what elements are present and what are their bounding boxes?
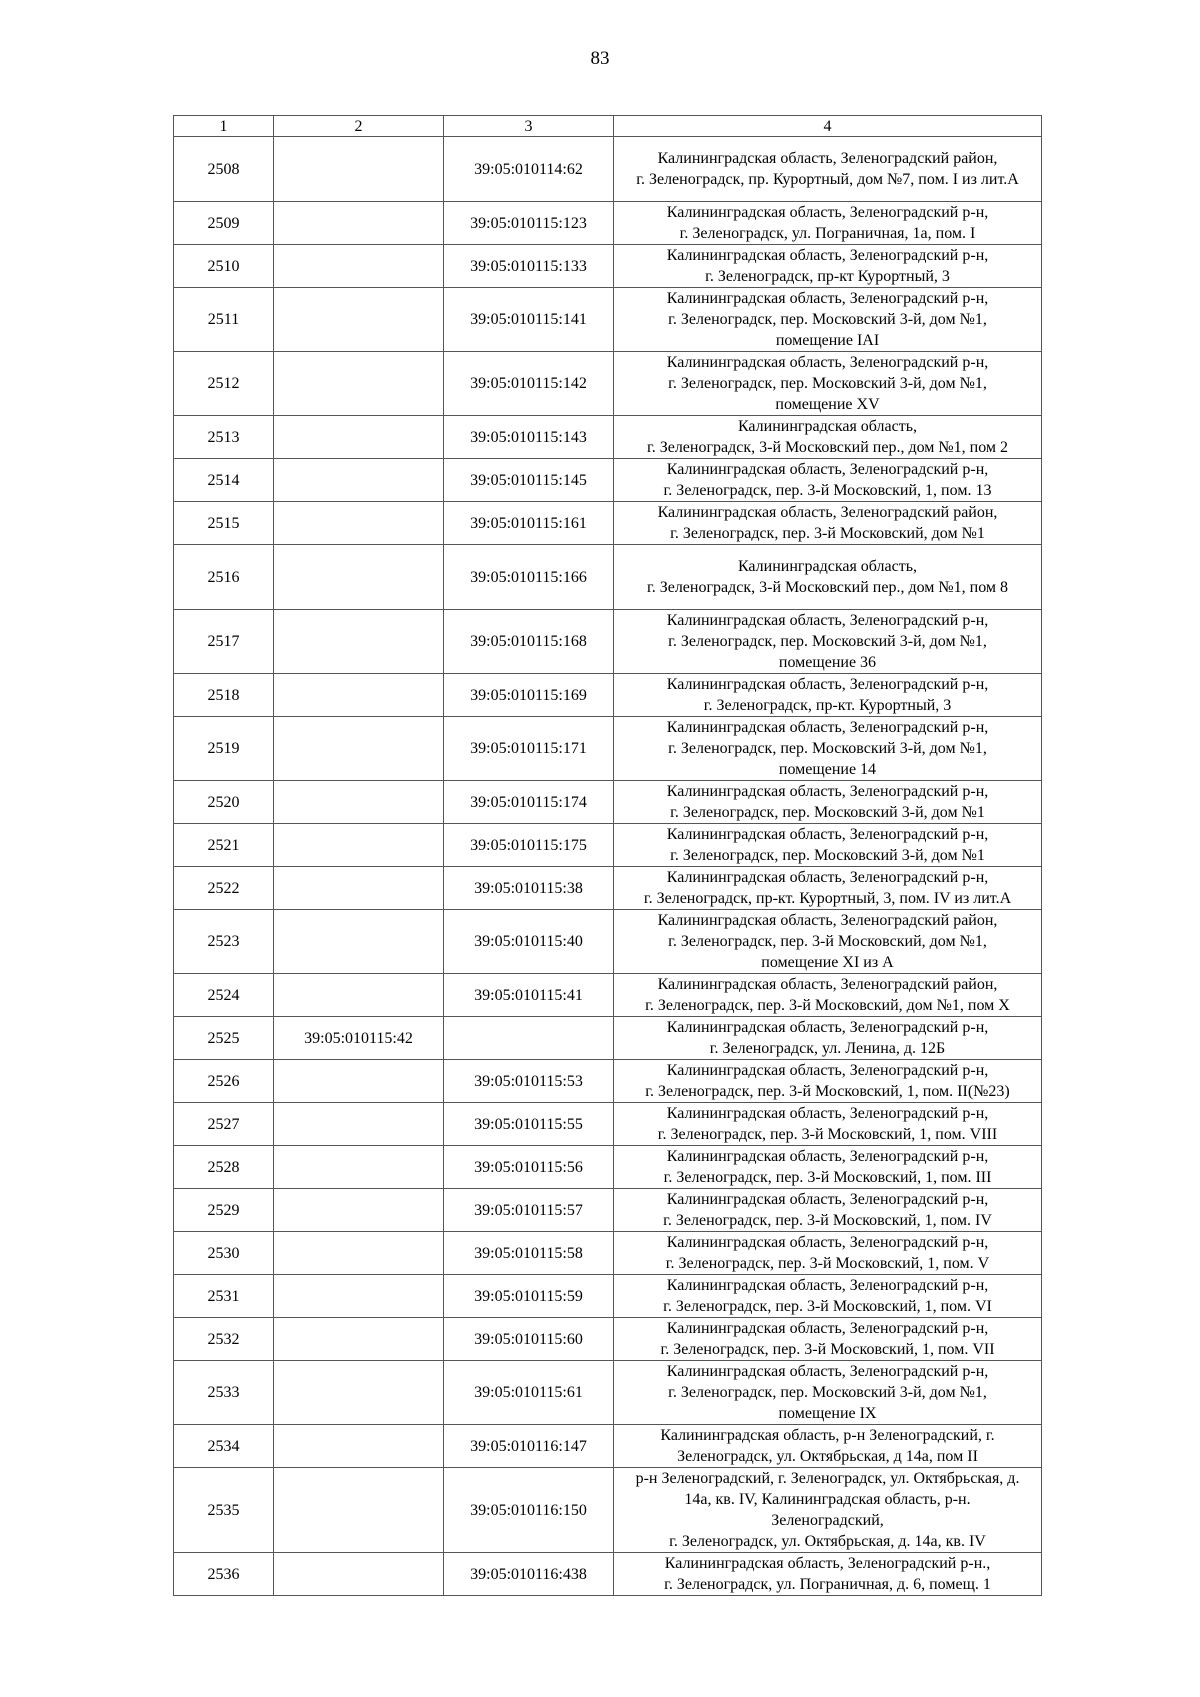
- row-number-cell: 2514: [174, 459, 274, 502]
- col2-cell: [274, 1468, 444, 1553]
- row-number-cell: 2536: [174, 1553, 274, 1596]
- table-row: [174, 781, 1042, 824]
- table-row: [174, 1017, 1042, 1060]
- table-row: [174, 288, 1042, 352]
- col2-cell: [274, 1060, 444, 1103]
- row-number-cell: 2511: [174, 288, 274, 352]
- page-number: 83: [590, 48, 610, 69]
- cadastral-number-cell: 39:05:010115:38: [444, 867, 614, 910]
- address-cell: Калининградская область, Зеленоградский р-н, г. Зеленоградск, пер. 3-й Московский, 1, пом. IV: [614, 1189, 1042, 1232]
- table-row: [174, 137, 1042, 202]
- column-header: 4: [614, 116, 1042, 137]
- row-number-cell: 2529: [174, 1189, 274, 1232]
- address-cell: Калининградская область, Зеленоградский р-н, г. Зеленоградск, пер. 3-й Московский, 1, пом. VII: [614, 1318, 1042, 1361]
- row-number-cell: 2525: [174, 1017, 274, 1060]
- row-number-cell: 2523: [174, 910, 274, 974]
- cadastral-number-cell: [444, 1017, 614, 1060]
- row-number-cell: 2519: [174, 717, 274, 781]
- address-cell: Калининградская область, Зеленоградский р-н, г. Зеленоградск, пер. 3-й Московский, 1, пом. 13: [614, 459, 1042, 502]
- row-number-cell: 2530: [174, 1232, 274, 1275]
- address-cell: Калининградская область, Зеленоградский р-н, г. Зеленоградск, ул. Пограничная, 1а, пом. I: [614, 202, 1042, 245]
- cadastral-number-cell: 39:05:010114:62: [444, 137, 614, 202]
- address-cell: Калининградская область, Зеленоградский р-н, г. Зеленоградск, ул. Ленина, д. 12Б: [614, 1017, 1042, 1060]
- cadastral-number-cell: 39:05:010116:150: [444, 1468, 614, 1553]
- col2-cell: [274, 1318, 444, 1361]
- cadastral-number-cell: 39:05:010116:438: [444, 1553, 614, 1596]
- address-cell: Калининградская область, Зеленоградский район, г. Зеленоградск, пер. 3-й Московский, дом №1, помещение XI из А: [614, 910, 1042, 974]
- table-row: [174, 1361, 1042, 1425]
- table-row: [174, 1553, 1042, 1596]
- table-row: [174, 1103, 1042, 1146]
- col2-cell: [274, 245, 444, 288]
- table-row: [174, 974, 1042, 1017]
- col2-cell: [274, 867, 444, 910]
- cadastral-number-cell: 39:05:010115:141: [444, 288, 614, 352]
- cadastral-number-cell: 39:05:010115:59: [444, 1275, 614, 1318]
- address-cell: Калининградская область, Зеленоградский р-н, г. Зеленоградск, пер. 3-й Московский, 1, пом. VIII: [614, 1103, 1042, 1146]
- cadastral-number-cell: 39:05:010115:53: [444, 1060, 614, 1103]
- address-cell: Калининградская область, Зеленоградский р-н, г. Зеленоградск, пер. Московский 3-й, дом №1, помещение 14: [614, 717, 1042, 781]
- cadastral-number-cell: 39:05:010115:143: [444, 416, 614, 459]
- cadastral-number-cell: 39:05:010115:142: [444, 352, 614, 416]
- table-row: [174, 1275, 1042, 1318]
- address-cell: Калининградская область, Зеленоградский р-н, г. Зеленоградск, пер. 3-й Московский, 1, пом. II(№23): [614, 1060, 1042, 1103]
- table-row: [174, 824, 1042, 867]
- table-row: [174, 352, 1042, 416]
- row-number-cell: 2535: [174, 1468, 274, 1553]
- row-number-cell: 2534: [174, 1425, 274, 1468]
- address-cell: Калининградская область, Зеленоградский район, г. Зеленоградск, пр. Курортный, дом №7, пом. I из лит.А: [614, 137, 1042, 202]
- table-row: [174, 1060, 1042, 1103]
- address-cell: Калининградская область, г. Зеленоградск, 3-й Московский пер., дом №1, пом 8: [614, 545, 1042, 610]
- cadastral-number-cell: 39:05:010115:169: [444, 674, 614, 717]
- col2-cell: [274, 1553, 444, 1596]
- address-cell: Калининградская область, Зеленоградский р-н, г. Зеленоградск, пер. Московский 3-й, дом №1: [614, 781, 1042, 824]
- row-number-cell: 2522: [174, 867, 274, 910]
- col2-cell: [274, 1425, 444, 1468]
- col2-cell: [274, 1275, 444, 1318]
- table-row: [174, 545, 1042, 610]
- row-number-cell: 2524: [174, 974, 274, 1017]
- cadastral-number-cell: 39:05:010115:57: [444, 1189, 614, 1232]
- address-cell: Калининградская область, Зеленоградский р-н, г. Зеленоградск, пер. 3-й Московский, 1, пом. III: [614, 1146, 1042, 1189]
- address-cell: Калининградская область, Зеленоградский р-н, г. Зеленоградск, пр-кт. Курортный, 3, пом. IV из лит.А: [614, 867, 1042, 910]
- cadastral-number-cell: 39:05:010115:55: [444, 1103, 614, 1146]
- address-cell: Калининградская область, Зеленоградский р-н, г. Зеленоградск, пер. 3-й Московский, 1, пом. V: [614, 1232, 1042, 1275]
- table-row: [174, 1318, 1042, 1361]
- row-number-cell: 2520: [174, 781, 274, 824]
- row-number-cell: 2510: [174, 245, 274, 288]
- table-row: [174, 674, 1042, 717]
- table-row: [174, 867, 1042, 910]
- address-cell: Калининградская область, Зеленоградский р-н, г. Зеленоградск, пер. Московский 3-й, дом №1, помещение IAI: [614, 288, 1042, 352]
- address-cell: Калининградская область, Зеленоградский р-н, г. Зеленоградск, пер. Московский 3-й, дом №1: [614, 824, 1042, 867]
- address-cell: Калининградская область, Зеленоградский р-н, г. Зеленоградск, пер. Московский 3-й, дом №1, помещение IX: [614, 1361, 1042, 1425]
- table-row: [174, 202, 1042, 245]
- col2-cell: [274, 610, 444, 674]
- column-header: 1: [174, 116, 274, 137]
- col2-cell: [274, 1232, 444, 1275]
- address-cell: Калининградская область, Зеленоградский р-н, г. Зеленоградск, пр-кт. Курортный, 3: [614, 674, 1042, 717]
- col2-cell: [274, 1146, 444, 1189]
- table-row: [174, 416, 1042, 459]
- cadastral-number-cell: 39:05:010115:145: [444, 459, 614, 502]
- row-number-cell: 2533: [174, 1361, 274, 1425]
- address-cell: Калининградская область, Зеленоградский р-н, г. Зеленоградск, пр-кт Курортный, 3: [614, 245, 1042, 288]
- header-row: [174, 116, 1042, 137]
- table-row: [174, 1232, 1042, 1275]
- address-cell: р-н Зеленоградский, г. Зеленоградск, ул. Октябрьская, д. 14а, кв. IV, Калининградская область, р-н. Зеленоградский, г. Зеленоградск, ул. Октябрьская, д. 14а, кв. IV: [614, 1468, 1042, 1553]
- column-header: 3: [444, 116, 614, 137]
- col2-cell: [274, 781, 444, 824]
- col2-cell: [274, 459, 444, 502]
- cadastral-number-cell: 39:05:010115:168: [444, 610, 614, 674]
- address-cell: Калининградская область, г. Зеленоградск, 3-й Московский пер., дом №1, пом 2: [614, 416, 1042, 459]
- col2-cell: 39:05:010115:42: [274, 1017, 444, 1060]
- col2-cell: [274, 824, 444, 867]
- col2-cell: [274, 910, 444, 974]
- table-row: [174, 910, 1042, 974]
- address-cell: Калининградская область, Зеленоградский район, г. Зеленоградск, пер. 3-й Московский, дом №1: [614, 502, 1042, 545]
- col2-cell: [274, 1189, 444, 1232]
- address-cell: Калининградская область, Зеленоградский район, г. Зеленоградск, пер. 3-й Московский, дом №1, пом X: [614, 974, 1042, 1017]
- col2-cell: [274, 288, 444, 352]
- cadastral-number-cell: 39:05:010115:166: [444, 545, 614, 610]
- row-number-cell: 2531: [174, 1275, 274, 1318]
- cadastral-number-cell: 39:05:010115:133: [444, 245, 614, 288]
- cadastral-number-cell: 39:05:010115:41: [444, 974, 614, 1017]
- col2-cell: [274, 137, 444, 202]
- cadastral-number-cell: 39:05:010115:60: [444, 1318, 614, 1361]
- row-number-cell: 2517: [174, 610, 274, 674]
- col2-cell: [274, 674, 444, 717]
- address-cell: Калининградская область, Зеленоградский р-н, г. Зеленоградск, пер. Московский 3-й, дом №1, помещение 36: [614, 610, 1042, 674]
- row-number-cell: 2521: [174, 824, 274, 867]
- table-row: [174, 245, 1042, 288]
- cadastral-number-cell: 39:05:010116:147: [444, 1425, 614, 1468]
- row-number-cell: 2508: [174, 137, 274, 202]
- row-number-cell: 2516: [174, 545, 274, 610]
- row-number-cell: 2532: [174, 1318, 274, 1361]
- address-cell: Калининградская область, Зеленоградский р-н, г. Зеленоградск, пер. 3-й Московский, 1, пом. VI: [614, 1275, 1042, 1318]
- col2-cell: [274, 502, 444, 545]
- row-number-cell: 2518: [174, 674, 274, 717]
- row-number-cell: 2513: [174, 416, 274, 459]
- row-number-cell: 2526: [174, 1060, 274, 1103]
- row-number-cell: 2528: [174, 1146, 274, 1189]
- cadastral-number-cell: 39:05:010115:58: [444, 1232, 614, 1275]
- table-row: [174, 459, 1042, 502]
- table-row: [174, 502, 1042, 545]
- cadastral-number-cell: 39:05:010115:123: [444, 202, 614, 245]
- address-cell: Калининградская область, Зеленоградский р-н, г. Зеленоградск, пер. Московский 3-й, дом №1, помещение XV: [614, 352, 1042, 416]
- col2-cell: [274, 416, 444, 459]
- col2-cell: [274, 352, 444, 416]
- col2-cell: [274, 202, 444, 245]
- col2-cell: [274, 545, 444, 610]
- address-cell: Калининградская область, Зеленоградский р-н., г. Зеленоградск, ул. Пограничная, д. 6, помещ. 1: [614, 1553, 1042, 1596]
- cadastral-number-cell: 39:05:010115:40: [444, 910, 614, 974]
- col2-cell: [274, 1103, 444, 1146]
- cadastral-number-cell: 39:05:010115:175: [444, 824, 614, 867]
- column-header: 2: [274, 116, 444, 137]
- col2-cell: [274, 974, 444, 1017]
- registry-table: [173, 115, 1042, 1596]
- table-body: [174, 137, 1042, 1596]
- col2-cell: [274, 1361, 444, 1425]
- table-row: [174, 1146, 1042, 1189]
- cadastral-number-cell: 39:05:010115:174: [444, 781, 614, 824]
- address-cell: Калининградская область, р-н Зеленоградский, г. Зеленоградск, ул. Октябрьская, д 14а, пом II: [614, 1425, 1042, 1468]
- table-row: [174, 1189, 1042, 1232]
- table-row: [174, 610, 1042, 674]
- cadastral-number-cell: 39:05:010115:171: [444, 717, 614, 781]
- cadastral-number-cell: 39:05:010115:61: [444, 1361, 614, 1425]
- row-number-cell: 2509: [174, 202, 274, 245]
- table-row: [174, 717, 1042, 781]
- row-number-cell: 2527: [174, 1103, 274, 1146]
- col2-cell: [274, 717, 444, 781]
- cadastral-number-cell: 39:05:010115:56: [444, 1146, 614, 1189]
- table-row: [174, 1425, 1042, 1468]
- row-number-cell: 2515: [174, 502, 274, 545]
- table-row: [174, 1468, 1042, 1553]
- cadastral-number-cell: 39:05:010115:161: [444, 502, 614, 545]
- row-number-cell: 2512: [174, 352, 274, 416]
